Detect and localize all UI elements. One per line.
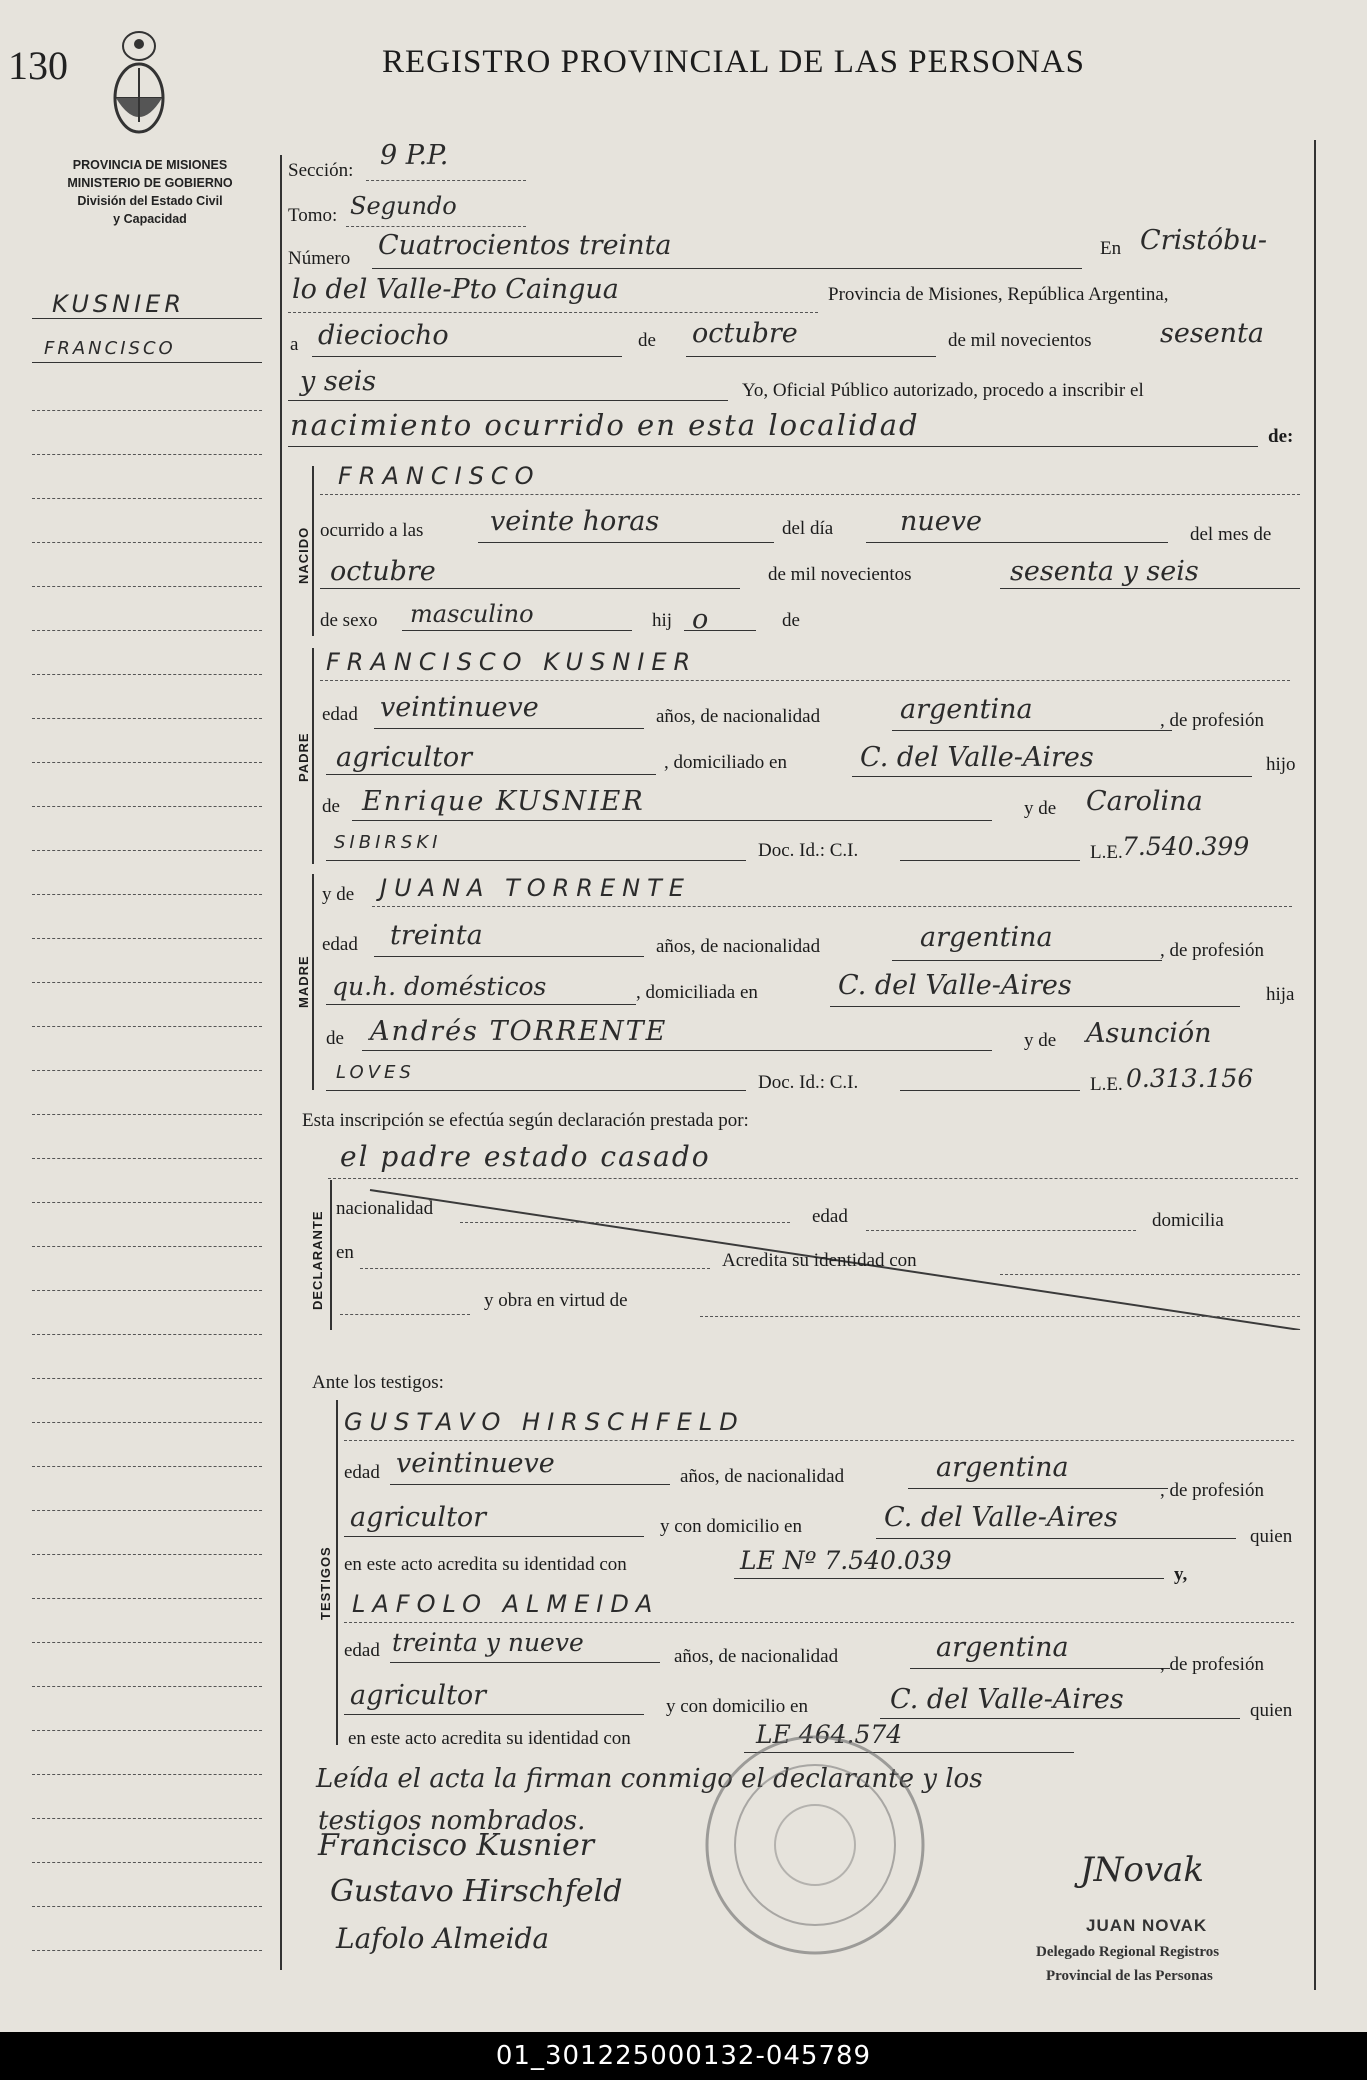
testigo2-dom-label: y con domicilio en: [666, 1696, 808, 1717]
declarante-obra-line: [700, 1316, 1300, 1317]
padre-edad: veintinueve: [380, 692, 539, 723]
margin-ruled-line: [32, 1554, 262, 1555]
fecha-anio-1: sesenta: [1160, 318, 1265, 349]
nacido-hora: veinte horas: [490, 506, 660, 537]
testigo2-nacionalidad: argentina: [936, 1632, 1069, 1663]
nacido-nombre-line: [320, 494, 1300, 495]
margin-ruled-line: [32, 1598, 262, 1599]
madre-prof-line: [326, 1004, 636, 1005]
madre-nacionalidad: argentina: [920, 922, 1053, 953]
padre-le: 7.540.399: [1122, 832, 1250, 861]
cierre-linea-1: Leída el acta la firman conmigo el declarante y los: [316, 1764, 983, 1794]
oficial-text: Yo, Oficial Público autorizado, procedo a inscribir el: [742, 380, 1144, 401]
ocurrido-label: ocurrido a las: [320, 520, 424, 541]
testigo1-edad-line: [390, 1484, 670, 1485]
official-seal-stamp: [700, 1730, 930, 1960]
nacido-anio: sesenta y seis: [1010, 556, 1199, 587]
padre-nombre-line: [320, 680, 1290, 681]
margin-ruled-line: [32, 674, 262, 675]
de-label-nacido: de: [782, 610, 800, 631]
testigo1-domicilio: C. del Valle-Aires: [884, 1502, 1118, 1533]
del-dia-label: del día: [782, 518, 834, 539]
testigo2-acredita-label: en este acto acredita su identidad con: [348, 1728, 631, 1749]
lugar-value-1: Cristóbu-: [1140, 225, 1267, 256]
testigo2-nombre-line: [344, 1622, 1294, 1623]
testigos-intro: Ante los testigos:: [312, 1372, 444, 1393]
numero-label: Número: [288, 248, 351, 269]
page-title: REGISTRO PROVINCIAL DE LAS PERSONAS: [382, 44, 1086, 80]
padre-le-label: L.E.: [1090, 842, 1123, 863]
margin-ruled-line: [32, 762, 262, 763]
madre-dom-label: , domiciliada en: [636, 982, 758, 1003]
hij-line: [684, 630, 756, 631]
del-mes-label: del mes de: [1190, 524, 1272, 545]
margin-ruled-line: [32, 1202, 262, 1203]
issuer-line: PROVINCIA DE MISIONES: [72, 158, 228, 172]
margin-ruled-line: [32, 1422, 262, 1423]
provincia-text: Provincia de Misiones, República Argentina,: [828, 284, 1169, 305]
margin-given-name: FRANCISCO: [44, 338, 176, 359]
firma-testigo-1: Gustavo Hirschfeld: [330, 1874, 623, 1909]
testigo1-nac-line: [908, 1488, 1168, 1489]
de-colon-label: de:: [1268, 426, 1294, 447]
hij-suffix: o: [692, 604, 709, 635]
testigo2-nac-line: [910, 1668, 1170, 1669]
madre-nombre-line: [372, 906, 1292, 907]
declarante-obra-label: y obra en virtud de: [484, 1290, 628, 1311]
testigo1-nombre: GUSTAVO HIRSCHFELD: [344, 1408, 745, 1436]
madre-domicilio: C. del Valle-Aires: [838, 970, 1072, 1001]
testigo2-edad-line: [390, 1662, 660, 1663]
margin-ruled-line: [32, 1950, 262, 1951]
padre-de-label: de: [322, 796, 340, 817]
padre-doc-label: Doc. Id.: C.I.: [758, 840, 859, 861]
testigo2-prof-label: , de profesión: [1160, 1654, 1264, 1675]
objeto-line: [288, 446, 1258, 447]
padre-bracket: [312, 648, 314, 864]
padre-prof-line: [326, 774, 656, 775]
testigo1-doc-line: [734, 1578, 1164, 1579]
lugar-line: [288, 312, 818, 313]
padre-yde-label: y de: [1024, 798, 1057, 819]
cierre-linea-2: testigos nombrados.: [318, 1806, 586, 1836]
testigo2-prof-line: [344, 1714, 644, 1715]
padre-domicilio: C. del Valle-Aires: [860, 742, 1094, 773]
madre-nac-label: años, de nacionalidad: [656, 936, 821, 957]
madre-section-label: MADRE: [296, 955, 311, 1008]
testigo2-nombre: LAFOLO ALMEIDA: [352, 1590, 660, 1618]
fecha-anio-line: [288, 400, 728, 401]
declarante-section-label: DECLARANTE: [310, 1210, 325, 1310]
madre-doc-line: [900, 1090, 1080, 1091]
testigo2-doc: LE 464.574: [756, 1720, 903, 1749]
madre-prof-label: , de profesión: [1160, 940, 1264, 961]
dia-line: [866, 542, 1168, 543]
hij-label: hij: [652, 610, 673, 631]
testigo1-nac-label: años, de nacionalidad: [680, 1466, 845, 1487]
document-id-footer: 01_301225000132-045789: [0, 2032, 1367, 2080]
fecha-dia: dieciocho: [318, 320, 449, 351]
padre-prof-label: , de profesión: [1160, 710, 1264, 731]
testigo2-domicilio: C. del Valle-Aires: [890, 1684, 1124, 1715]
margin-ruled-line: [32, 806, 262, 807]
margin-ruled-line: [32, 1114, 262, 1115]
en-label: En: [1100, 238, 1122, 259]
padre-madre-nombre-2: SIBIRSKI: [334, 832, 442, 853]
padre-padre-line: [352, 820, 992, 821]
testigo1-profesion: agricultor: [350, 1502, 487, 1533]
testigo1-edad: veintinueve: [396, 1448, 555, 1479]
mil-label: de mil novecientos: [948, 330, 1092, 351]
issuer-block: [30, 156, 270, 228]
madre-padre-nombre: Andrés TORRENTE: [370, 1016, 668, 1047]
seccion-label: Sección:: [288, 160, 354, 181]
margin-ruled-line: [32, 850, 262, 851]
madre-yde2-label: y de: [1024, 1030, 1057, 1051]
madre-profesion: qu.h. domésticos: [332, 972, 547, 1001]
declarante-dom-label: domicilia: [1152, 1210, 1224, 1231]
testigo1-nombre-line: [344, 1440, 1294, 1441]
margin-ruled-line: [32, 1026, 262, 1027]
firma-oficial: JNovak: [1080, 1850, 1204, 1890]
margin-ruled-line: [32, 586, 262, 587]
testigo1-coma: y,: [1174, 1564, 1188, 1585]
nacido-mes: octubre: [330, 556, 436, 587]
padre-dom-line: [852, 776, 1252, 777]
sexo-label: de sexo: [320, 610, 378, 631]
nacido-dia: nueve: [900, 506, 982, 537]
fecha-dia-line: [312, 356, 622, 357]
hora-line: [478, 542, 774, 543]
firma-testigo-2: Lafolo Almeida: [336, 1922, 550, 1955]
testigo1-quien-label: quien: [1250, 1526, 1293, 1547]
anio-line: [1000, 588, 1300, 589]
margin-ruled-line: [32, 630, 262, 631]
testigo1-dom-label: y con domicilio en: [660, 1516, 802, 1537]
padre-profesion: agricultor: [336, 742, 473, 773]
de-label: de: [638, 330, 656, 351]
issuer-line: MINISTERIO DE GOBIERNO: [67, 176, 233, 190]
margin-ruled-line: [32, 1070, 262, 1071]
page-number: 130: [8, 43, 68, 88]
margin-ruled-line: [32, 1774, 262, 1775]
testigos-section-label: TESTIGOS: [318, 1546, 333, 1620]
margin-ruled-line: [32, 938, 262, 939]
padre-madre-line: [326, 860, 746, 861]
padre-nac-label: años, de nacionalidad: [656, 706, 821, 727]
madre-le: 0.313.156: [1126, 1064, 1254, 1093]
testigo2-edad-label: edad: [344, 1640, 380, 1661]
madre-yde-label: y de: [322, 884, 355, 905]
testigo1-edad-label: edad: [344, 1462, 380, 1483]
madre-dom-line: [830, 1006, 1240, 1007]
sexo-line: [402, 630, 632, 631]
margin-ruled-line: [32, 1290, 262, 1291]
oficial-nombre: JUAN NOVAK: [1086, 1916, 1208, 1935]
a-label: a: [290, 334, 299, 355]
declarante-valor-line: [328, 1178, 1298, 1179]
firma-declarante: Francisco Kusnier: [318, 1828, 595, 1863]
padre-nombre: FRANCISCO KUSNIER: [326, 648, 698, 676]
margin-ruled-line: [32, 718, 262, 719]
margin-ruled-line: [32, 1334, 262, 1335]
margin-ruled-line: [32, 1246, 262, 1247]
tomo-label: Tomo:: [288, 205, 338, 226]
padre-edad-label: edad: [322, 704, 358, 725]
margin-surname: KUSNIER: [52, 290, 185, 318]
nacido-bracket: [312, 466, 314, 636]
padre-nac-line: [892, 730, 1172, 731]
margin-line-surname: [32, 318, 262, 319]
column-divider: [280, 155, 282, 1970]
mil-label-nacido: de mil novecientos: [768, 564, 912, 585]
declarante-acredita-line: [1000, 1274, 1300, 1275]
margin-ruled-line: [32, 1378, 262, 1379]
declarante-nac-line: [460, 1222, 790, 1223]
numero-line: [372, 268, 1082, 269]
testigo2-quien-label: quien: [1250, 1700, 1293, 1721]
testigos-bracket: [336, 1400, 338, 1745]
right-border: [1314, 140, 1316, 1990]
declarante-acredita-label: Acredita su identidad con: [722, 1250, 917, 1271]
argentina-coat-of-arms-emblem: [108, 26, 170, 138]
seccion-line: [366, 180, 526, 181]
margin-ruled-line: [32, 542, 262, 543]
madre-madre-line: [326, 1090, 746, 1091]
madre-le-label: L.E.: [1090, 1074, 1123, 1095]
padre-doc-line: [900, 860, 1080, 861]
testigo1-doc: LE Nº 7.540.039: [740, 1546, 952, 1575]
fecha-anio-2: y seis: [300, 366, 377, 397]
margin-ruled-line: [32, 1466, 262, 1467]
margin-ruled-line: [32, 1510, 262, 1511]
margin-ruled-line: [32, 1642, 262, 1643]
testigo2-edad: treinta y nueve: [392, 1628, 584, 1657]
margin-ruled-line: [32, 1906, 262, 1907]
numero-value: Cuatrocientos treinta: [378, 230, 672, 261]
madre-nombre: JUANA TORRENTE: [380, 874, 691, 902]
margin-ruled-line: [32, 1730, 262, 1731]
nacido-sexo: masculino: [410, 600, 534, 628]
madre-madre-nombre-1: Asunción: [1086, 1018, 1212, 1049]
declarante-valor: el padre estado casado: [340, 1140, 711, 1173]
declarante-edad-label: edad: [812, 1206, 848, 1227]
testigo1-nacionalidad: argentina: [936, 1452, 1069, 1483]
declarante-intro: Esta inscripción se efectúa según declaración prestada por:: [302, 1110, 749, 1131]
margin-ruled-line: [32, 894, 262, 895]
testigo2-nac-label: años, de nacionalidad: [674, 1646, 839, 1667]
nacido-section-label: NACIDO: [296, 526, 311, 584]
padre-section-label: PADRE: [296, 732, 311, 782]
madre-padre-line: [362, 1050, 992, 1051]
declarante-en-line: [360, 1268, 710, 1269]
declarante-en-label: en: [336, 1242, 354, 1263]
testigo1-prof-line: [344, 1536, 644, 1537]
margin-ruled-line: [32, 410, 262, 411]
nacido-nombre: FRANCISCO: [338, 462, 541, 490]
margin-ruled-line: [32, 1686, 262, 1687]
padre-hijo-label: hijo: [1266, 754, 1296, 775]
margin-ruled-line: [32, 1158, 262, 1159]
mes-line: [320, 588, 740, 589]
padre-dom-label: , domiciliado en: [664, 752, 787, 773]
issuer-line: y Capacidad: [113, 212, 187, 226]
madre-edad: treinta: [390, 920, 483, 951]
margin-ruled-line: [32, 454, 262, 455]
testigo2-profesion: agricultor: [350, 1680, 487, 1711]
margin-ruled-line: [32, 1818, 262, 1819]
oficial-cargo-1: Delegado Regional Registros: [1036, 1944, 1220, 1960]
madre-bracket: [312, 874, 314, 1090]
objeto-value: nacimiento ocurrido en esta localidad: [290, 408, 920, 442]
declarante-edad-line: [866, 1230, 1136, 1231]
fecha-mes-line: [686, 356, 936, 357]
testigo2-dom-line: [880, 1718, 1240, 1719]
madre-doc-label: Doc. Id.: C.I.: [758, 1072, 859, 1093]
padre-padre-nombre: Enrique KUSNIER: [362, 786, 645, 817]
padre-madre-nombre-1: Carolina: [1086, 786, 1203, 817]
testigo1-prof-label: , de profesión: [1160, 1480, 1264, 1501]
oficial-cargo-2: Provincial de las Personas: [1046, 1968, 1213, 1984]
tomo-line: [346, 226, 526, 227]
declarante-extra-line: [340, 1314, 470, 1315]
issuer-line: División del Estado Civil: [77, 194, 223, 208]
testigo1-acredita-label: en este acto acredita su identidad con: [344, 1554, 627, 1575]
madre-edad-line: [374, 956, 644, 957]
margin-ruled-line: [32, 498, 262, 499]
fecha-mes: octubre: [692, 318, 798, 349]
tomo-value: Segundo: [350, 192, 457, 220]
seccion-value: 9 P.P.: [380, 140, 449, 171]
testigo1-dom-line: [876, 1538, 1236, 1539]
madre-hija-label: hija: [1266, 984, 1295, 1005]
madre-nac-line: [892, 960, 1162, 961]
margin-line-given: [32, 362, 262, 363]
margin-ruled-line: [32, 1862, 262, 1863]
lugar-value-2: lo del Valle-Pto Caingua: [292, 274, 619, 305]
madre-edad-label: edad: [322, 934, 358, 955]
padre-nacionalidad: argentina: [900, 694, 1033, 725]
declarante-nac-label: nacionalidad: [336, 1198, 434, 1219]
margin-ruled-line: [32, 982, 262, 983]
madre-madre-nombre-2: LOVES: [336, 1062, 415, 1083]
madre-de-label: de: [326, 1028, 344, 1049]
padre-edad-line: [374, 728, 644, 729]
